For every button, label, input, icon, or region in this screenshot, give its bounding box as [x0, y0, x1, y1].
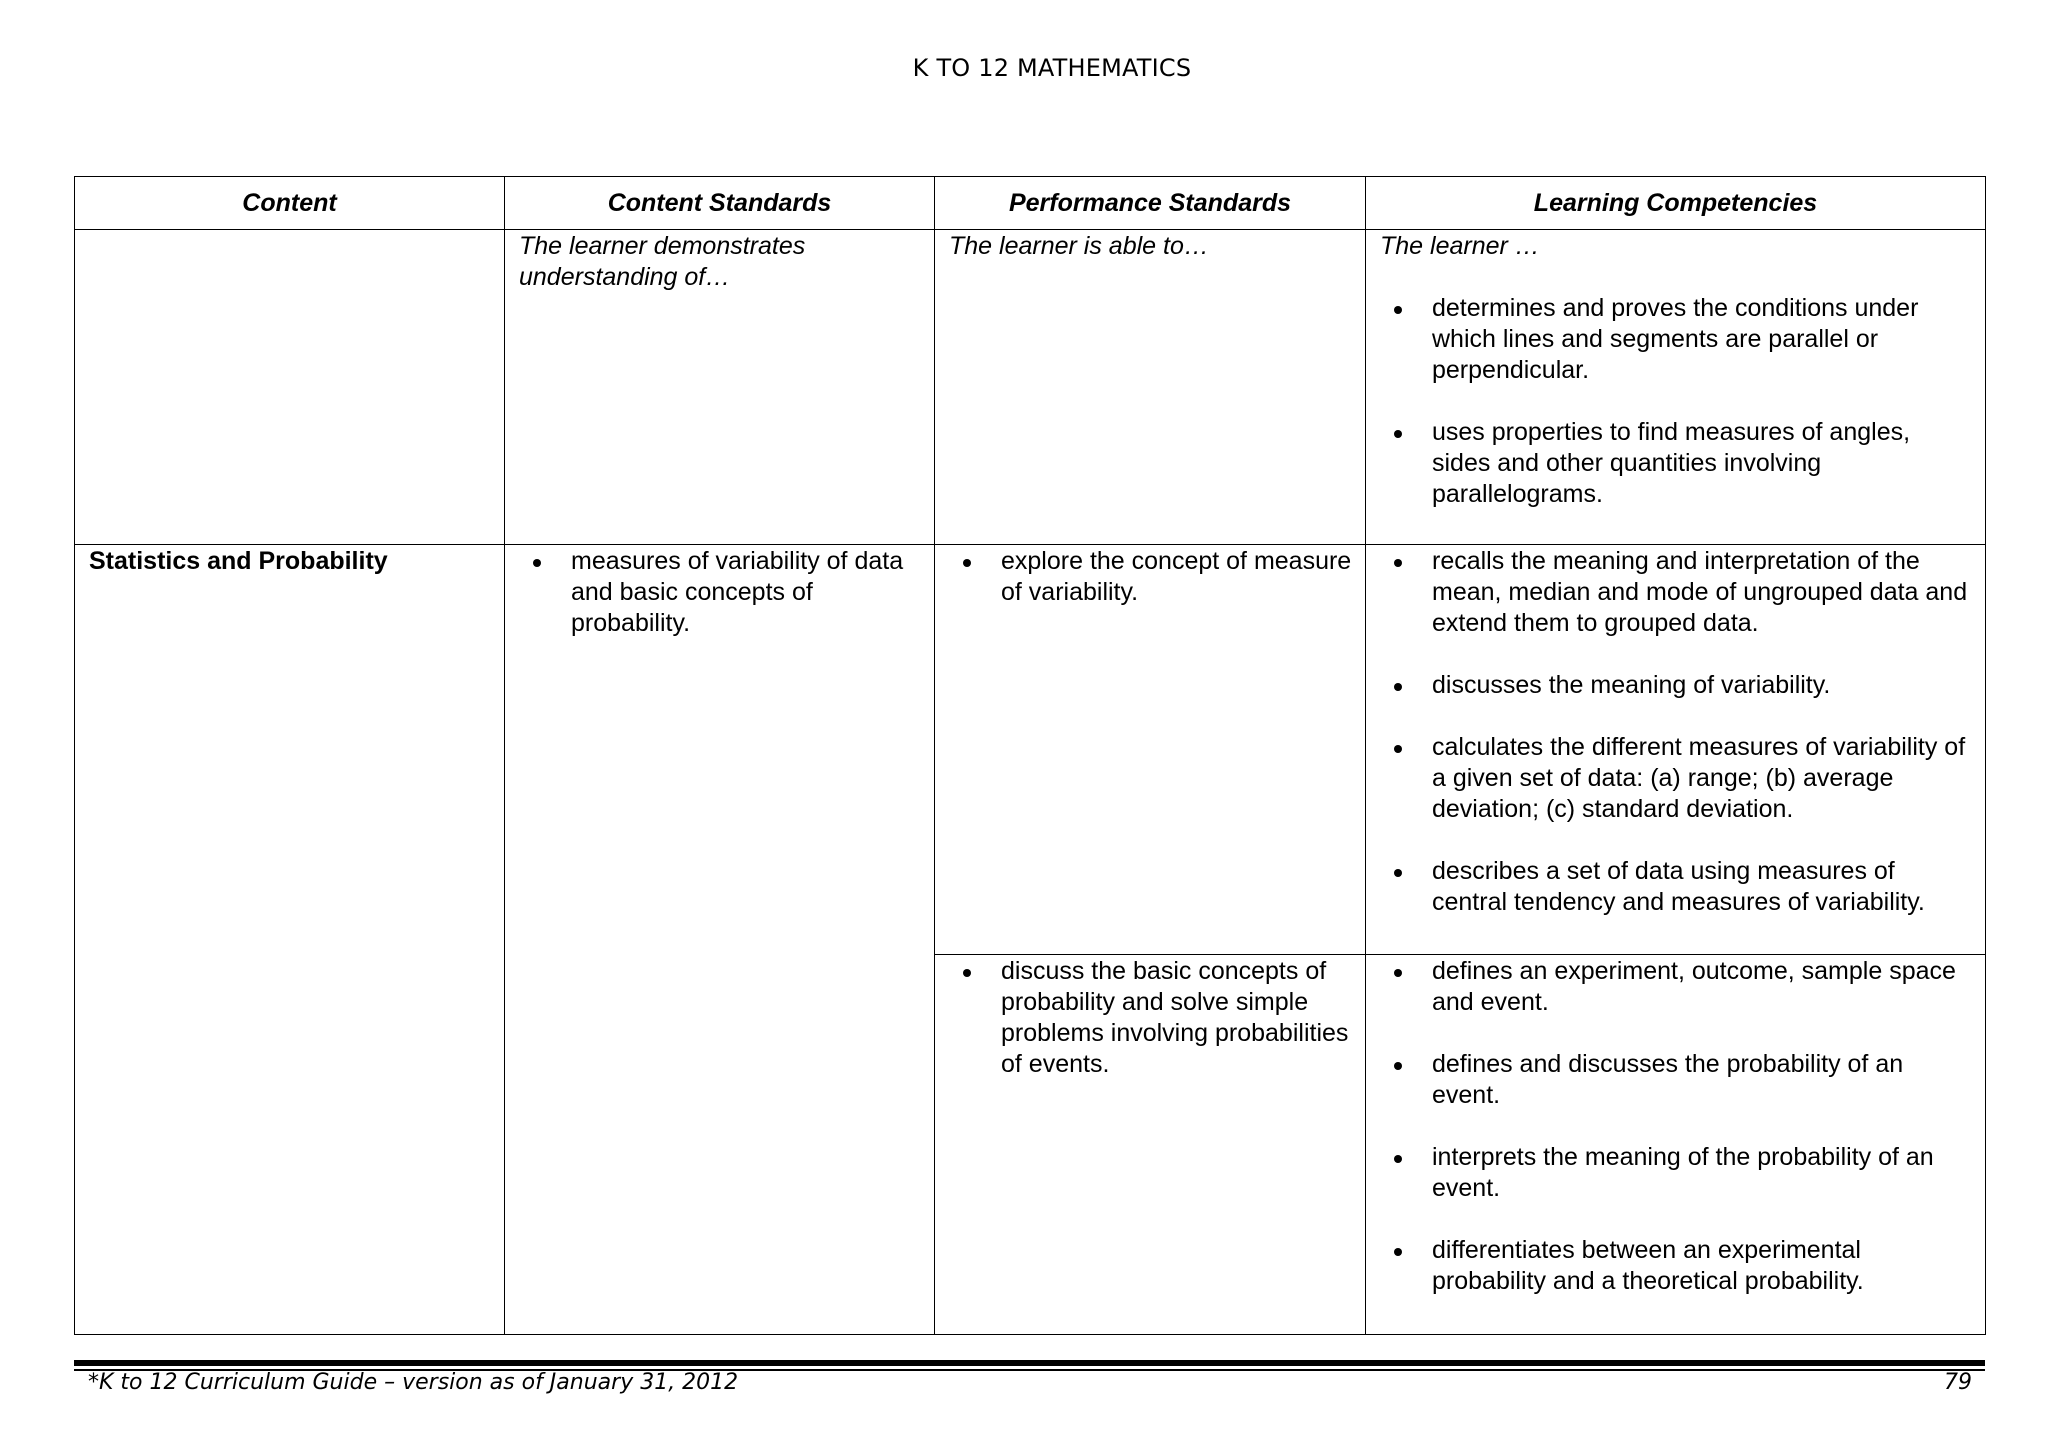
content-cell: [75, 230, 505, 545]
footer-divider-thick: [74, 1360, 1985, 1366]
bullet-icon: [1394, 1248, 1402, 1256]
content-standards-list: [519, 546, 924, 639]
column-header-content: Content: [75, 177, 505, 230]
bullet-icon: [1394, 306, 1402, 314]
list-item: explore the concept of measure of variability.: [949, 546, 1355, 608]
content-standards-cell: [505, 230, 935, 545]
list-item: interprets the meaning of the probability of an event.: [1380, 1142, 1975, 1204]
content-standards-cell: [505, 545, 935, 1335]
list-item: determines and proves the conditions under which lines and segments are parallel or perpendicular.: [1380, 293, 1975, 386]
content-standards-intro: The learner demonstrates understanding of…: [519, 232, 806, 291]
bullet-icon: [1394, 1155, 1402, 1163]
list-item: recalls the meaning and interpretation of the mean, median and mode of ungrouped data and extend them to grouped data.: [1380, 546, 1975, 639]
performance-standards-cell: [935, 230, 1366, 545]
content-cell: [75, 545, 505, 1335]
list-item: describes a set of data using measures of central tendency and measures of variability.: [1380, 856, 1975, 918]
performance-standards-cell: [935, 955, 1366, 1335]
bullet-icon: [1394, 430, 1402, 438]
table-row: [75, 545, 1986, 955]
bullet-icon: [1394, 869, 1402, 877]
bullet-icon: [1394, 683, 1402, 691]
learning-competencies-cell: [1366, 955, 1986, 1335]
list-item: uses properties to find measures of angles, sides and other quantities involving parallelograms.: [1380, 417, 1975, 510]
bullet-icon: [1394, 559, 1402, 567]
list-item: defines and discusses the probability of an event.: [1380, 1049, 1975, 1111]
bullet-icon: [1394, 969, 1402, 977]
curriculum-table: [74, 176, 1986, 1335]
list-item: differentiates between an experimental probability and a theoretical probability.: [1380, 1235, 1975, 1297]
competencies-list: [1380, 956, 1975, 1297]
list-item: discuss the basic concepts of probability and solve simple problems involving probabilities of events.: [949, 956, 1355, 1080]
column-header-learning-competencies: Learning Competencies: [1366, 177, 1986, 230]
content-topic: Statistics and Probability: [89, 547, 388, 575]
table-header-row: [75, 177, 1986, 230]
column-header-content-standards: Content Standards: [505, 177, 935, 230]
performance-standards-cell: [935, 545, 1366, 955]
bullet-icon: [963, 559, 971, 567]
bullet-icon: [1394, 745, 1402, 753]
list-item: measures of variability of data and basic concepts of probability.: [519, 546, 924, 639]
column-header-performance-standards: Performance Standards: [935, 177, 1366, 230]
competencies-intro: The learner …: [1380, 232, 1540, 260]
performance-list: [949, 546, 1355, 608]
page-header-title: K TO 12 MATHEMATICS: [912, 54, 1192, 82]
list-item: defines an experiment, outcome, sample space and event.: [1380, 956, 1975, 1018]
bullet-icon: [533, 559, 541, 567]
learning-competencies-cell: [1366, 230, 1986, 545]
list-item: discusses the meaning of variability.: [1380, 670, 1975, 701]
page-number: 79: [1944, 1370, 1972, 1395]
performance-intro: The learner is able to…: [949, 232, 1209, 260]
footer-note: *K to 12 Curriculum Guide – version as of January 31, 2012: [88, 1370, 739, 1395]
competencies-list: [1380, 293, 1975, 510]
bullet-icon: [963, 969, 971, 977]
list-item: calculates the different measures of variability of a given set of data: (a) range; (b) average deviation; (c) standard deviation.: [1380, 732, 1975, 825]
bullet-icon: [1394, 1062, 1402, 1070]
learning-competencies-cell: [1366, 545, 1986, 955]
table-row: [75, 230, 1986, 545]
competencies-list: [1380, 546, 1975, 918]
performance-list: [949, 956, 1355, 1080]
